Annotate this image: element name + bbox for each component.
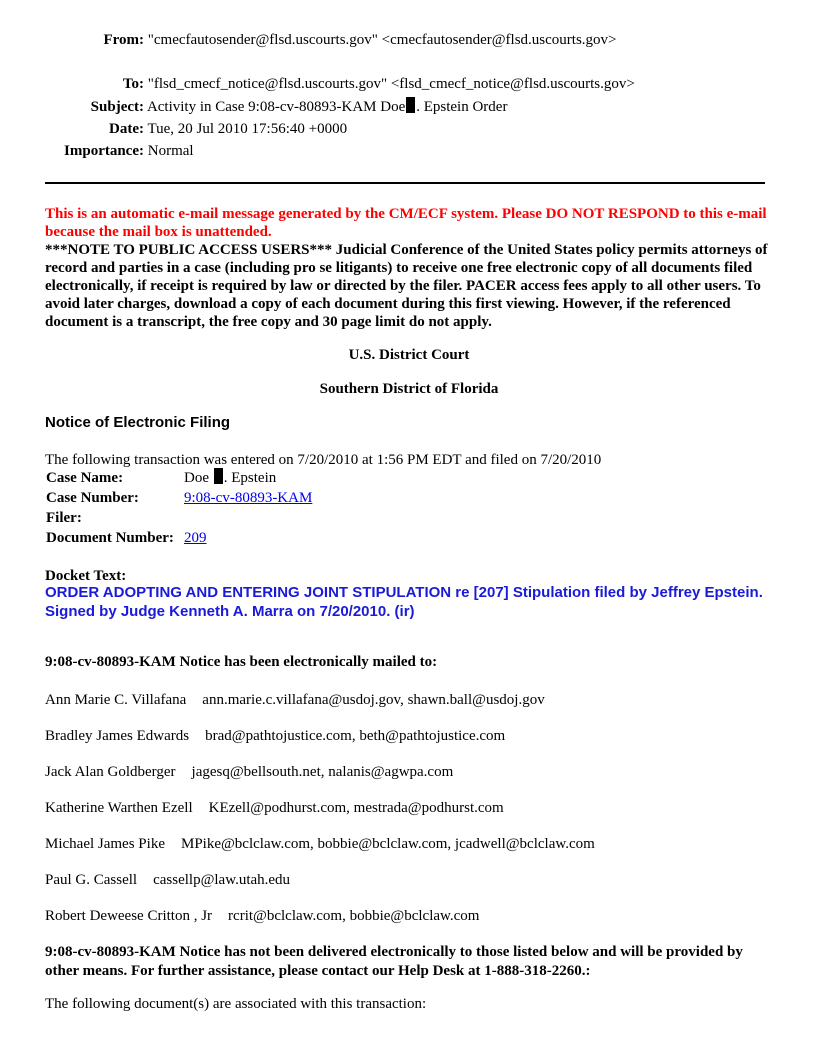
case-number-link[interactable]: 9:08-cv-80893-KAM: [184, 490, 313, 506]
from-label: From:: [103, 32, 144, 48]
recipient-emails: MPike@bclclaw.com, bobbie@bclclaw.com, jcadwell@bclclaw.com: [180, 836, 595, 852]
recipient-name: Robert Deweese Critton , Jr: [45, 908, 213, 924]
document-number-label: Document Number:: [46, 530, 174, 546]
court-district: Southern District of Florida: [319, 381, 499, 397]
mailed-heading: 9:08-cv-80893-KAM Notice has been electronically mailed to:: [45, 654, 438, 670]
recipient-emails: cassellp@law.utah.edu: [153, 872, 291, 888]
docket-text-label: Docket Text:: [45, 568, 127, 584]
recipient-row: [45, 690, 785, 710]
recipient-name: Jack Alan Goldberger: [45, 764, 176, 780]
redaction-block: [406, 97, 415, 113]
public-access-note: ***NOTE TO PUBLIC ACCESS USERS*** Judicial Conference of the United States policy permits attorneys of record and parties in a case (including pro se litigants) to receive one free electronic copy of all documents filed electronically, if receipt is required by law or directed by the filer. PACER access fees apply to all other users. To avoid later charges, download a copy of each document during this first viewing. However, if the referenced document is a transcript, the free copy and 30 page limit do not apply.: [45, 242, 768, 330]
case-number-label: Case Number:: [46, 490, 139, 506]
case-name-label: Case Name:: [46, 470, 124, 486]
case-info-table: [45, 468, 314, 548]
recipient-row: [45, 870, 785, 890]
header-divider: [45, 182, 765, 184]
subject-label: Subject:: [90, 99, 144, 115]
from-value: "cmecfautosender@flsd.uscourts.gov" <cmecfautosender@flsd.uscourts.gov>: [147, 32, 617, 48]
notice-title: Notice of Electronic Filing: [45, 414, 231, 431]
document-number-row: [45, 528, 314, 548]
header-date-row: [40, 118, 780, 140]
transaction-text: The following transaction was entered on 7/20/2010 at 1:56 PM EDT and filed on 7/20/2010: [45, 452, 602, 468]
recipient-row: [45, 906, 785, 926]
recipient-emails: brad@pathtojustice.com, beth@pathtojustice.com: [205, 728, 506, 744]
docket-text: ORDER ADOPTING AND ENTERING JOINT STIPULATION re [207] Stipulation filed by Jeffrey Epstein. Signed by Judge Kenneth A. Marra on 7/20/2010. (ir): [45, 584, 763, 620]
auto-message-warning: This is an automatic e-mail message generated by the CM/ECF system. Please DO NOT RESPOND to this e-mail because the mail box is unattended.: [45, 206, 767, 240]
recipient-name: Katherine Warthen Ezell: [45, 800, 193, 816]
header-from-row: [40, 29, 780, 51]
case-name-row: [45, 468, 314, 488]
subject-prefix: Activity in Case 9:08-cv-80893-KAM Doe: [146, 99, 406, 115]
subject-suffix: . Epstein Order: [416, 99, 508, 115]
recipient-name: Ann Marie C. Villafana: [45, 692, 187, 708]
recipient-emails: KEzell@podhurst.com, mestrada@podhurst.com: [208, 800, 504, 816]
header-importance-row: [40, 140, 780, 162]
case-name-prefix: Doe: [184, 470, 209, 486]
to-value: "flsd_cmecf_notice@flsd.uscourts.gov" <flsd_cmecf_notice@flsd.uscourts.gov>: [147, 76, 635, 92]
recipient-emails: rcrit@bclclaw.com, bobbie@bclclaw.com: [228, 908, 480, 924]
document-number-link[interactable]: 209: [184, 530, 207, 546]
recipient-row: [45, 726, 785, 746]
filer-row: [45, 508, 314, 528]
date-value: Tue, 20 Jul 2010 17:56:40 +0000: [147, 121, 348, 137]
not-delivered-heading: 9:08-cv-80893-KAM Notice has not been delivered electronically to those listed below and will be provided by other means. For further assistance, please contact our Help Desk at 1-888-318-2260.:: [45, 944, 743, 979]
header-to-row: [40, 73, 780, 95]
case-number-row: [45, 488, 314, 508]
recipient-row: [45, 762, 785, 782]
recipient-name: Paul G. Cassell: [45, 872, 138, 888]
documents-intro: The following document(s) are associated with this transaction:: [45, 996, 427, 1012]
recipient-name: Michael James Pike: [45, 836, 165, 852]
case-name-suffix: . Epstein: [223, 470, 277, 486]
redaction-block: [214, 468, 223, 484]
header-subject-row: [40, 96, 780, 118]
importance-label: Importance:: [64, 143, 144, 159]
recipient-row: [45, 798, 785, 818]
recipient-name: Bradley James Edwards: [45, 728, 190, 744]
recipient-emails: ann.marie.c.villafana@usdoj.gov, shawn.ball@usdoj.gov: [202, 692, 545, 708]
filer-value: [183, 508, 314, 528]
to-label: To:: [122, 76, 144, 92]
case-name-value: [183, 468, 314, 488]
recipient-row: [45, 834, 785, 854]
filer-label: Filer:: [46, 510, 82, 526]
court-name: U.S. District Court: [348, 347, 470, 363]
importance-value: Normal: [147, 143, 194, 159]
date-label: Date:: [109, 121, 144, 137]
recipient-emails: jagesq@bellsouth.net, nalanis@agwpa.com: [191, 764, 454, 780]
